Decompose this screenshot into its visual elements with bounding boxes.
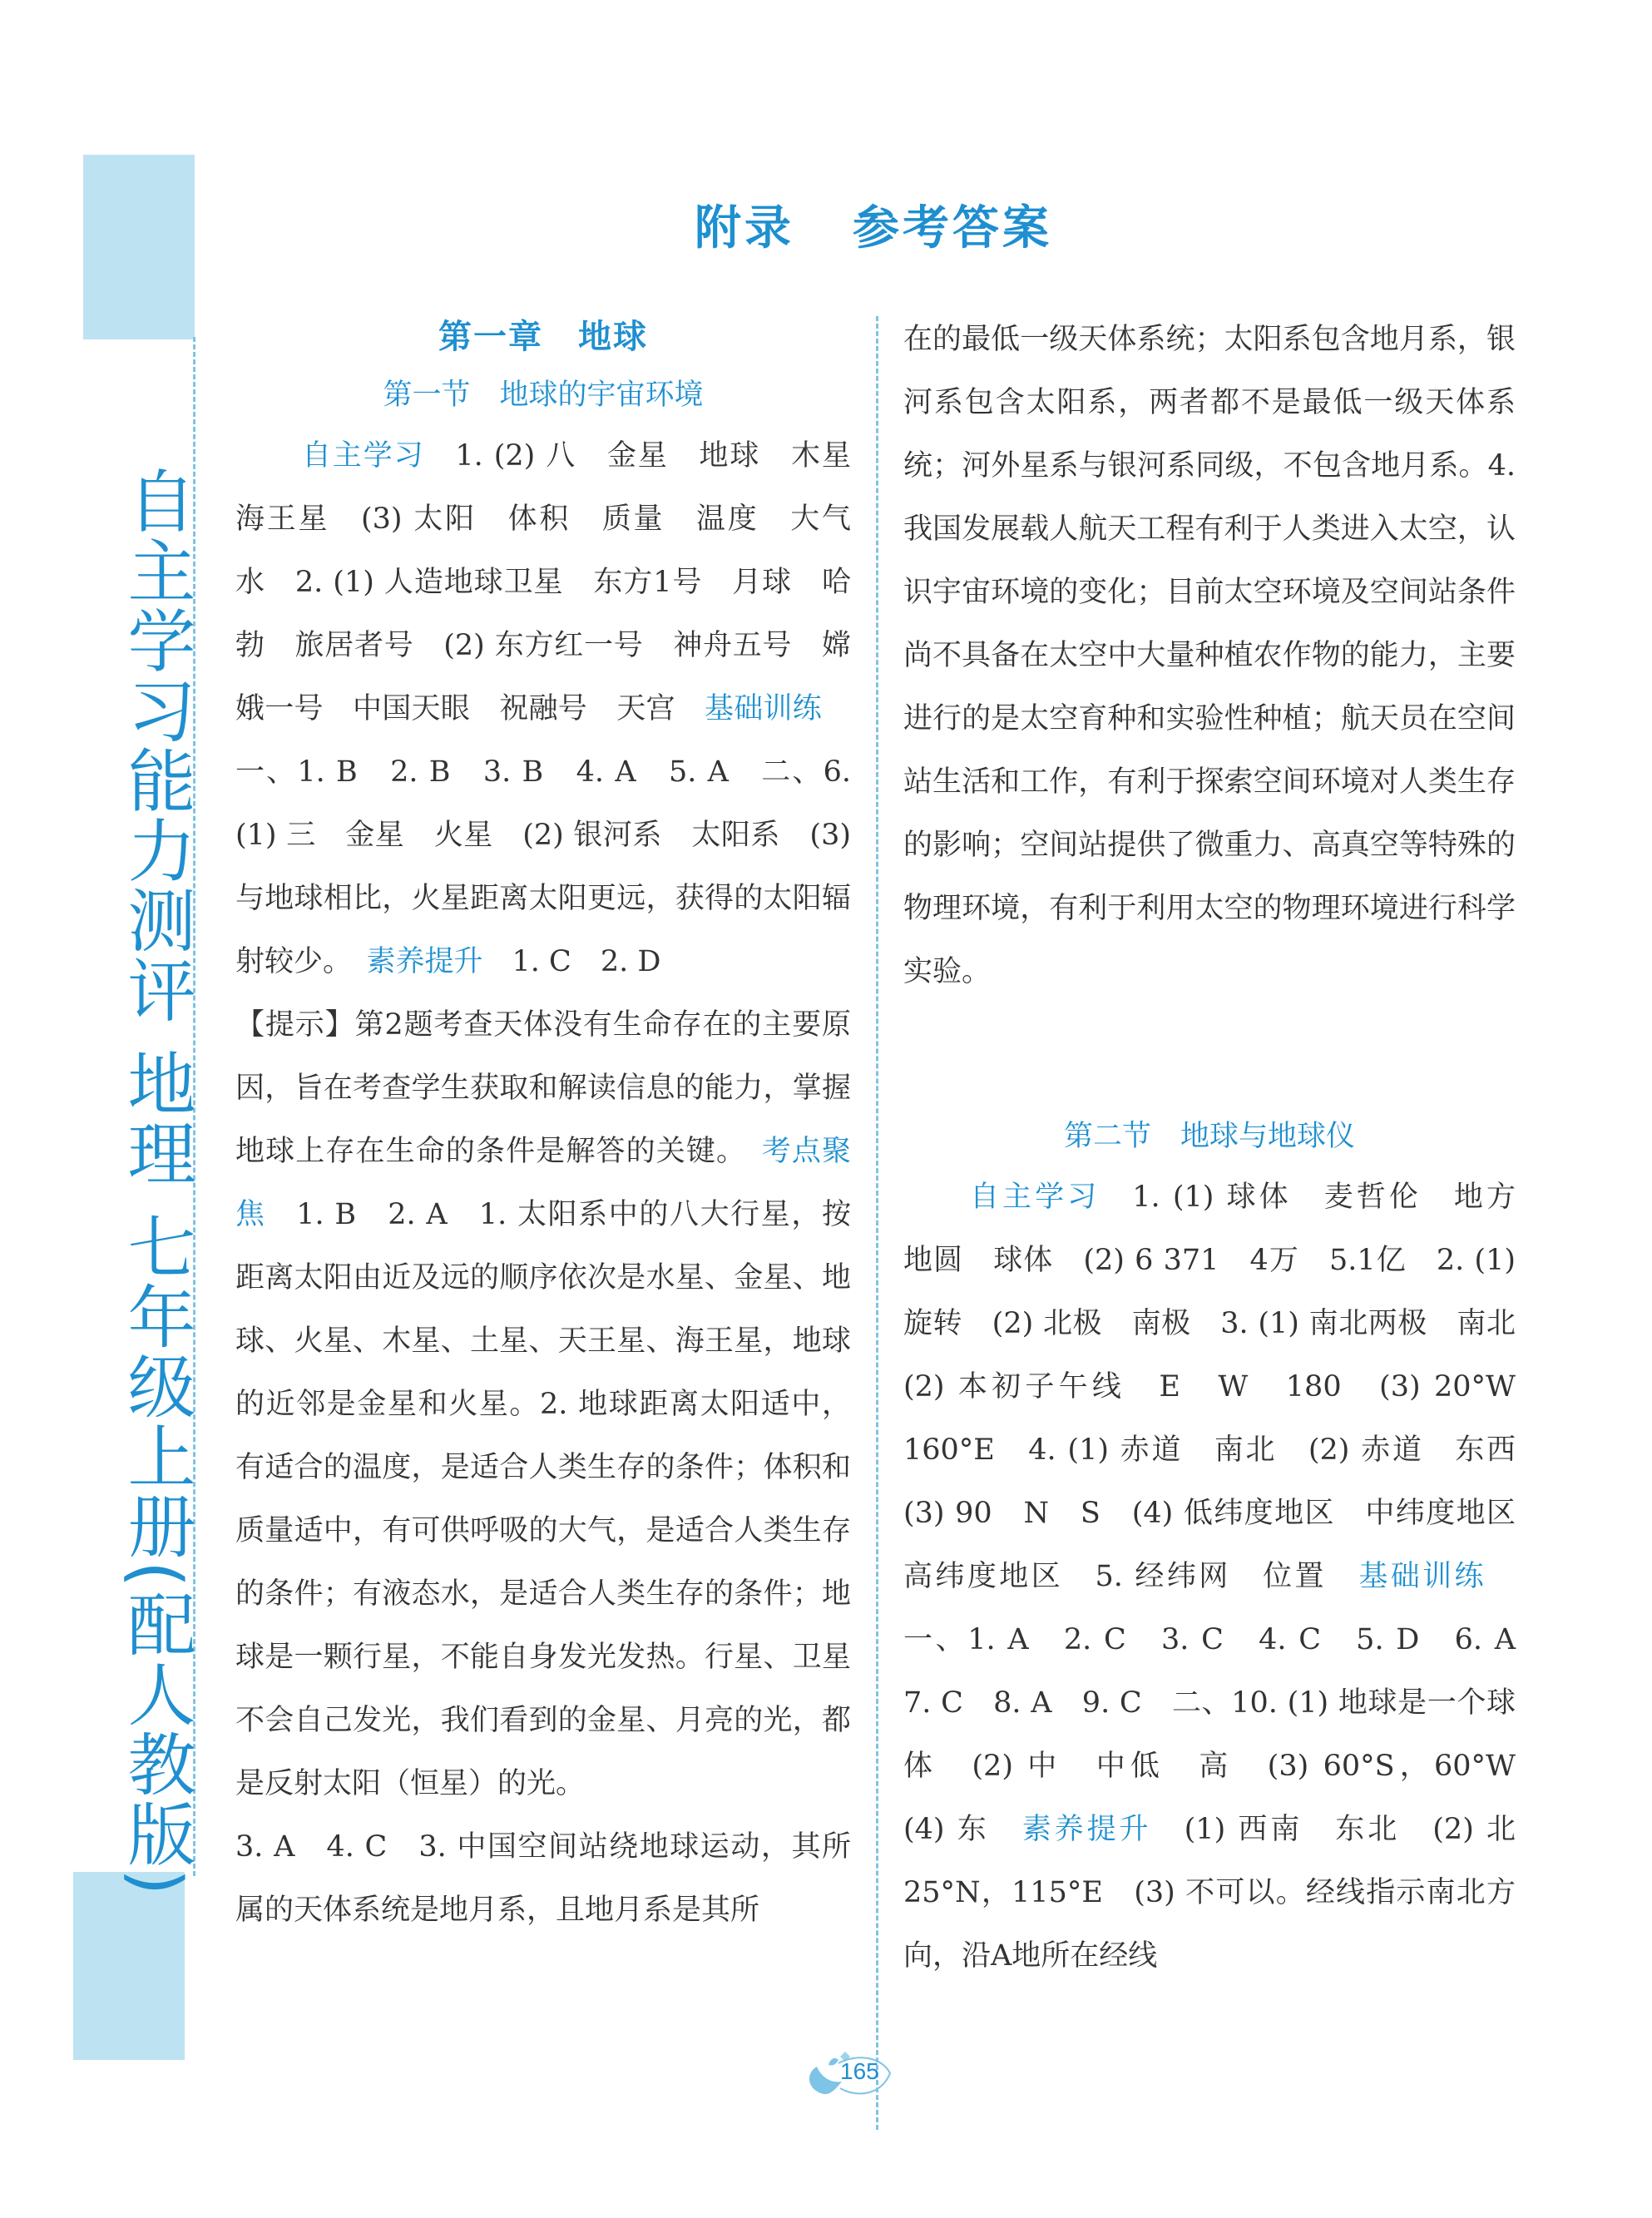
spine-decor-bottom xyxy=(73,1872,185,2060)
answer-text: 1. B 2. A 1. 太阳系中的八大行星，按距离太阳由近及远的顺序依次是水星、金星、地球、火星、木星、土星、天王星、海王星，地球的近邻是金星和火星。2. 地球距离太阳适中，有适合的温度，是适合人类生存的条件；体积和质量适中，有可供呼吸的大气，是适合人类生存的条件；有液态水，是适合人类生存的条件；地球是一颗行星，不能自身发光发热。行星、卫星不会自己发光，我们看到的金星、月亮的光，都是反射太阳（恒星）的光。 xyxy=(235,1198,851,1800)
answer-category-label: 素养提升 xyxy=(1021,1813,1152,1846)
answer-text: 一、1. B 2. B 3. B 4. A 5. A 二、6. (1) 三 金星 火星 (2) 银河系 太阳系 (3) 与地球相比，火星距离太阳更远，获得的太阳辐射较少。 xyxy=(235,692,851,978)
page-title xyxy=(0,191,1652,258)
section-heading-2: 第二节 地球与地球仪 xyxy=(1063,1120,1355,1153)
answer-text: 1. C 2. D xyxy=(482,945,661,978)
answer-category-label: 基础训练 xyxy=(704,692,822,725)
chapter-heading: 第一章 地球 xyxy=(438,318,648,356)
left-column xyxy=(235,308,881,1942)
answer-paragraph xyxy=(235,424,881,993)
page-title-appendix: 附录 xyxy=(695,201,794,255)
answer-category-label: 考点聚焦 xyxy=(235,1135,851,1231)
answer-text: (1) 西南 东北 (2) 北 25°N，115°E (3) 不可以。经线指示南北方向，沿A地所在经线 xyxy=(903,1813,1545,1973)
answer-paragraph-continued: 3. A 4. C 3. 中国空间站绕地球运动，其所属的天体系统是地月系，且地月系是其所 xyxy=(235,1830,851,1927)
answer-text: 1. (1) 球体 麦哲伦 地方 地圆 球体 (2) 6 371 4万 5.1亿 2. (1) 旋转 (2) 北极 南极 3. (1) 南北两极 南北 (2) 本初子午线 E W 180 (3) 20°W 160°E 4. (1) 赤道 南北 (2) 赤道 东西 (3) 90 N S (4) 低纬度地区 中纬度地区 高纬度地区 5. 经纬网 位置 xyxy=(903,1181,1546,1593)
page-number: 165 xyxy=(840,2058,879,2084)
answer-paragraph-2 xyxy=(903,1166,1546,1988)
page-title-answers: 参考答案 xyxy=(853,201,1052,255)
answer-category-label: 素养提升 xyxy=(366,945,483,978)
right-column xyxy=(903,308,1546,1988)
answer-category-label: 自主学习 xyxy=(970,1181,1101,1214)
section-spacer xyxy=(903,1003,1516,1107)
book-spine-title: 自主学习能力测评 地理 七年级上册(配人教版) xyxy=(116,466,195,1898)
section-heading: 第一节 地球的宇宙环境 xyxy=(383,379,704,412)
hint-paragraph xyxy=(235,993,851,1815)
answer-paragraph-continuation: 在的最低一级天体系统；太阳系包含地月系，银河系包含太阳系，两者都不是最低一级天体系统；河外星系与银河系同级，不包含地月系。4. 我国发展载人航天工程有利于人类进入太空，认识宇宙环境的变化；目前太空环境及空间站条件尚不具备在太空中大量种植农作物的能力，主要进行的是太空育种和实验性种植；航天员在空间站生活和工作，有利于探索空间环境对人类生存的影响；空间站提供了微重力、高真空等特殊的物理环境，有利于利用太空的物理环境进行科学实验。 xyxy=(903,323,1516,988)
answer-text: 1. (2) 八 金星 地球 木星 海王星 (3) 太阳 体积 质量 温度 大气 水 2. (1) 人造地球卫星 东方1号 月球 哈勃 旅居者号 (2) 东方红一号 神舟五号 嫦娥一号 中国天眼 祝融号 天宫 xyxy=(235,439,881,725)
answer-category-label: 基础训练 xyxy=(1358,1560,1486,1593)
answer-text: 一、1. A 2. C 3. C 4. C 5. D 6. A 7. C 8. A 9. C 二、10. (1) 地球是一个球体 (2) 中 中低 高 (3) 60°S，60°W (4) 东 xyxy=(903,1560,1546,1846)
answer-category-label: 自主学习 xyxy=(302,439,425,473)
column-divider xyxy=(876,316,878,2130)
answer-text: 【提示】第2题考查天体没有生命存在的主要原因，旨在考查学生获取和解读信息的能力，掌握地球上存在生命的条件是解答的关键。 xyxy=(235,1008,851,1168)
